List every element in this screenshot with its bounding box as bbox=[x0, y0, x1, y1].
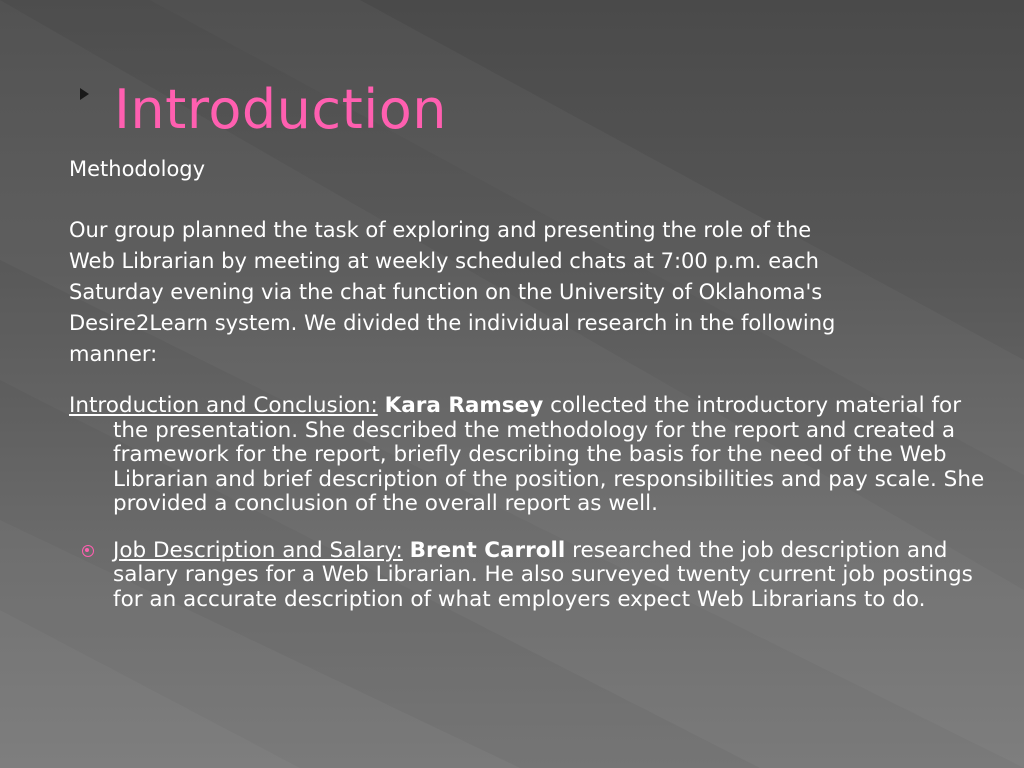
slide-body bbox=[69, 154, 985, 612]
intro-conclusion-section bbox=[69, 394, 1003, 517]
chevron-right-icon bbox=[80, 88, 89, 100]
bullet-list-item bbox=[69, 537, 973, 613]
paragraph-line-5: manner: bbox=[69, 342, 158, 366]
job-description-heading: Job Description and Salary: bbox=[113, 537, 403, 563]
paragraph-line-1: Our group planned the task of exploring and presenting the role of the bbox=[69, 218, 812, 242]
paragraph-line-3: Saturday evening via the chat function on the University of Oklahoma's bbox=[69, 280, 823, 304]
intro-conclusion-heading: Introduction and Conclusion: bbox=[69, 393, 378, 418]
methodology-label: Methodology bbox=[69, 157, 206, 181]
job-description-section bbox=[69, 539, 1003, 613]
job-description-author: Brent Carroll bbox=[409, 537, 566, 563]
job-description-text: researched the job description and salary ranges for a Web Librarian. He also surveyed twenty current job postings for an accurate description of what employers expect Web Librarians to do. bbox=[113, 537, 973, 612]
intro-conclusion-author: Kara Ramsey bbox=[384, 393, 544, 418]
paragraph-line-4: Desire2Learn system. We divided the individual research in the following bbox=[69, 311, 836, 335]
paragraph-line-2: Web Librarian by meeting at weekly scheduled chats at 7:00 p.m. each bbox=[69, 249, 819, 273]
intro-conclusion-text: collected the introductory material for the presentation. She described the methodology for the report and created a framework for the report, briefly describing the basis for the need of the Web Librarian and brief description of the position, responsibilities and pay scale. She provided a conclusion of the overall report as well. bbox=[113, 393, 985, 516]
slide-title: Introduction bbox=[114, 78, 448, 141]
circle-bullet-icon bbox=[82, 545, 94, 557]
